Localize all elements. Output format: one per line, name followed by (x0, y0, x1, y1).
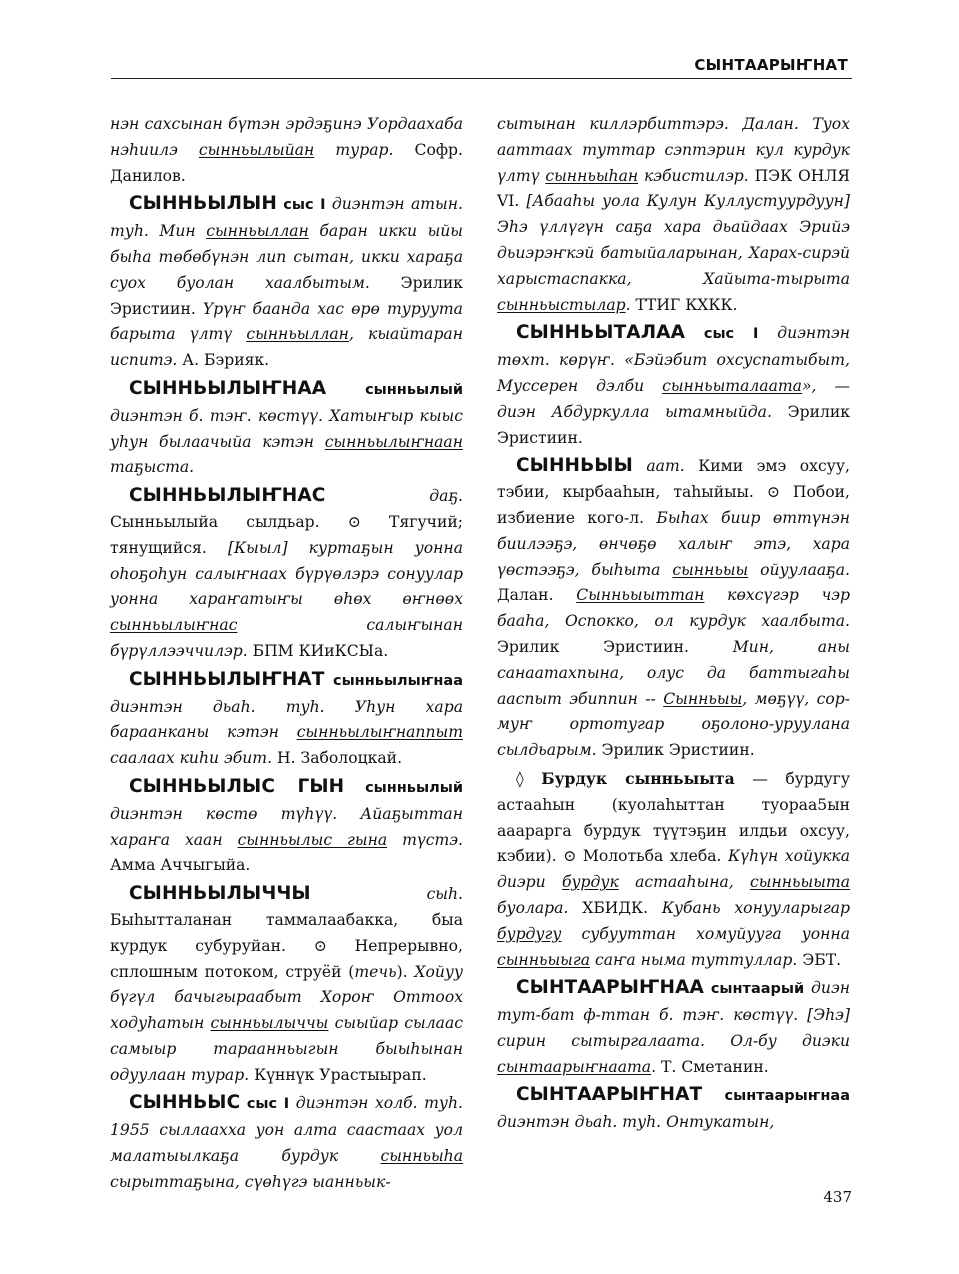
headword: СЫНТААРЫҤНАА (516, 977, 704, 999)
right-column (497, 112, 850, 1138)
headword: СЫННЬЫЛЫЧЧЫ (129, 883, 311, 905)
left-column (110, 112, 463, 1198)
entry-continuation: сытынан киллэрбиттэрэ. Далан. Туох ааттаах туттар сэптэрин кул курдук үлтү сынньыһан кэбистилэр. ПЭК ОНЛЯ VI. [Абааһы уола Кулун Куллустуурдуун] Эһэ үллүгүн саҕа хара дьайдаах Эрийэ дьиэрэҥкэй батыйаларынан, Харах-сирэй харыстаспакка, Хайыта-тырыта сынньыстылар. ТТИГ КХКК. (497, 115, 850, 314)
headword: СЫННЬЫЛЫҤНАА (129, 377, 327, 399)
entry-synnyylyngnat: СЫННЬЫЛЫҤНАТ сынньылыҥнаа диэнтэн дьаһ. туһ. Уһун хара бараанканы кэтэн сынньылыҥнаппыт саалаах киһи эбит. Н. Заболоцкай. (110, 668, 463, 768)
headword: СЫННЬЫЛЫҤНАТ (129, 668, 325, 690)
entry-synnyys: СЫННЬЫС сыс I диэнтэн холб. туһ. 1955 сыллаахха уон алта саастаах уол малатыылкаҕа бурдук сынньыһа сырыттаҕына, сүөһүгэ ыанньык- (110, 1092, 463, 1191)
headword: СЫННЬЫТАЛАА (516, 322, 686, 344)
headword: СЫННЬЫЛЫН (129, 193, 277, 215)
entry-continuation: нэн сахсынан бүтэн эрдэҕинэ Уордаахаба нэһиилэ сынньылыйан турар. Софр. Данилов. (110, 115, 463, 185)
entry-synnyylyngnas: СЫННЬЫЛЫҤНАС даҕ. Сынньылыйа сылдьар. ⊙ Тягучий; тянущийся. [Кыыл] куртаҕын уонна оһоҕоһун салыҥнаах бүрүөлэрэ сонуулар уонна хараҥатыҥы өһөх өҥнөөх сынньылыҥнас салыҥынан бүрүллээччилэр. БПМ КИиКСЫа. (110, 485, 463, 660)
headword: СЫНТААРЫҤНАТ (516, 1084, 703, 1106)
entry-synnyylyn: СЫННЬЫЛЫН сыс I диэнтэн атын. туһ. Мин сынньыллан баран икки ыйы быһа төбөбүнэн лип сытан, икки хараҕа суох буолан хаалбытым. Эрилик Эристиин. Үрүҥ баанда хас өрө туруута барыта үлтү сынньыллан, кыайтаран испитэ. А. Бэрияк. (110, 193, 464, 370)
running-head: СЫНТААРЫҤНАТ (694, 56, 848, 74)
entry-synnyytalaa: СЫННЬЫТАЛАА сыс I диэнтэн төхт. көрүҥ. «Бэйэбит охсуспатыбыт, Муссерен дэлби сынньыталаата», — диэн Абдуркулла ытамныйда. Эрилик Эристиин. (497, 322, 851, 447)
entry-synnyylyngnaa: СЫННЬЫЛЫҤНАА сынньылый диэнтэн б. тэҥ. көстүү. Хатыҥыр кыыс уһун былаачыйа кэтэн сынньылыҥнаан таҕыста. (110, 377, 463, 477)
page-header (111, 56, 852, 79)
page-number: 437 (823, 1188, 852, 1206)
entry-phrase-burduk: ◊ Бурдук сынньыыта — бурдугу астааһын (куолаһыттан туораа5ын ааарарга бурдук түүтэҕин илдьи охсуу, кэбии). ⊙ Молотьба хлеба. Күһүн хойукка диэри бурдук астааһына, сынньыыта буолара. ХБИДК. Кубань хонууларыгар бурдугу субууттан хомуйууга уонна сынньыыга саҥа ныма туттуллар. ЭБТ. (497, 768, 850, 969)
entry-syntaaryngnaa: СЫНТААРЫҤНАА сынтаарый диэн тут-бат ф-ттан б. тэҥ. көстүү. [Эһэ] сирин сытыргалаата. Ол-бу диэки сынтаарыҥнаата. Т. Сметанин. (497, 977, 850, 1076)
entry-syntaaryngnat: СЫНТААРЫҤНАТ сынтаарыҥнаа диэнтэн дьаһ. туһ. Онтукатын, (497, 1084, 850, 1132)
headword: СЫННЬЫЛЫҤНАС (129, 485, 326, 507)
entry-synnyylys-gyn: СЫННЬЫЛЫС ГЫН сынньылый диэнтэн көстө түһүү. Айаҕыттан хараҥа хаан сынньылыс гына түстэ. Амма Аччыгыйа. (110, 775, 463, 875)
headword: СЫННЬЫС (129, 1092, 241, 1114)
headword: СЫННЬЫЛЫС ГЫН (129, 775, 345, 797)
headword: СЫННЬЫЫ (516, 455, 633, 477)
entry-synnyyy: СЫННЬЫЫ аат. Кими эмэ охсуу, тэбии, кырбааһын, таһыйыы. ⊙ Побои, избиение кого-л. Быһах биир өттүнэн биилээҕэ, өнчөҕө халыҥ этэ, хара үөстээҕэ, быһыта сынньыы ойуулааҕа. Далан. Сынньыыттан көхсүгэр чэр бааһа, Оспокко, ол курдук хаалбыта. Эрилик Эристиин. Мин, аны санаатахпына, олус да баттыгаһы ааспыт эбиппин -- Сынньыы, мөҕүү, сор-муҥ ортотугар оҕолоно-уруулана сылдьарым. Эрилик Эристиин. (497, 455, 851, 760)
entry-synnyylychchy: СЫННЬЫЛЫЧЧЫ сыһ. Быһытталанан таммалаабакка, быа курдук субуруйан. ⊙ Непрерывно, сплошным потоком, струёй (течь). Хойуу бүгүл бачыгыраабыт Хороҥ Оттоох ходуһатын сынньылыччы сыыйар сылаас самыыр тараанньыгын быыһынан одуулаан турар. Күннүк Урастыырап. (110, 883, 463, 1084)
